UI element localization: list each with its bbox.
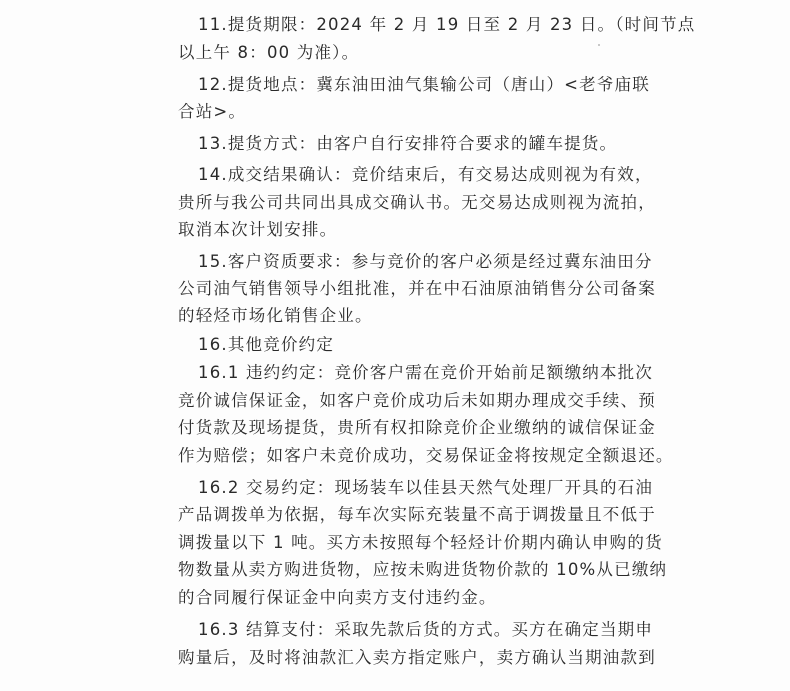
item-16-1-line-2: 竞价诚信保证金，如客户竞价成功后未如期办理成交手续、预 [178,391,656,410]
item-16-3-line-1: 16.3 结算支付：采取先款后货的方式。买方在确定当期申 [198,620,654,639]
item-13-line-1: 13.提货方式：由客户自行安排符合要求的罐车提货。 [198,134,618,153]
item-15-line-2: 公司油气销售领导小组批准，并在中石油原油销售分公司备案 [178,279,656,298]
item-14-line-1: 14.成交结果确认：竞价结束后，有交易达成则视为有效， [198,165,653,184]
item-15-line-3: 的轻烃市场化销售企业。 [178,306,373,325]
item-16-heading: 16.其他竞价约定 [198,335,335,354]
item-11-line-2: 以上午 8：00 为准）。 [178,43,360,62]
item-16-3-line-2: 购量后，及时将油款汇入卖方指定账户，卖方确认当期油款到 [178,648,656,667]
item-16-1-line-4: 作为赔偿；如客户未竞价成功，交易保证金将按规定全额退还。 [178,446,674,465]
item-16-2-line-4: 物数量从卖方购进货物，应按未购进货物价款的 10%从已缴纳 [178,560,668,579]
item-15-line-1: 15.客户资质要求：参与竞价的客户必须是经过冀东油田分 [198,252,653,271]
item-16-2-line-5: 的合同履行保证金中向卖方支付违约金。 [178,588,497,607]
item-16-1-line-3: 付货款及现场提货，贵所有权扣除竞价企业缴纳的诚信保证金 [178,418,656,437]
item-14-line-3: 取消本次计划安排。 [178,220,338,239]
scan-speck [598,44,600,46]
item-16-1-line-1: 16.1 违约约定：竞价客户需在竞价开始前足额缴纳本批次 [198,363,654,382]
item-12-line-2: 合站>。 [178,102,247,121]
item-16-2-line-2: 产品调拨单为依据，每车次实际充装量不高于调拨量且不低于 [178,505,656,524]
item-14-line-2: 贵所与我公司共同出具成交确认书。无交易达成则视为流拍， [178,193,656,212]
item-12-line-1: 12.提货地点：冀东油田油气集输公司（唐山）<老爷庙联 [198,75,650,94]
item-16-2-line-1: 16.2 交易约定：现场装车以佳县天然气处理厂开具的石油 [198,478,654,497]
item-16-2-line-3: 调拨量以下 1 吨。买方未按照每个轻烃计价期内确认申购的货 [178,533,663,552]
item-11-line-1: 11.提货期限：2024 年 2 月 19 日至 2 月 23 日。（时间节点 [198,15,696,34]
